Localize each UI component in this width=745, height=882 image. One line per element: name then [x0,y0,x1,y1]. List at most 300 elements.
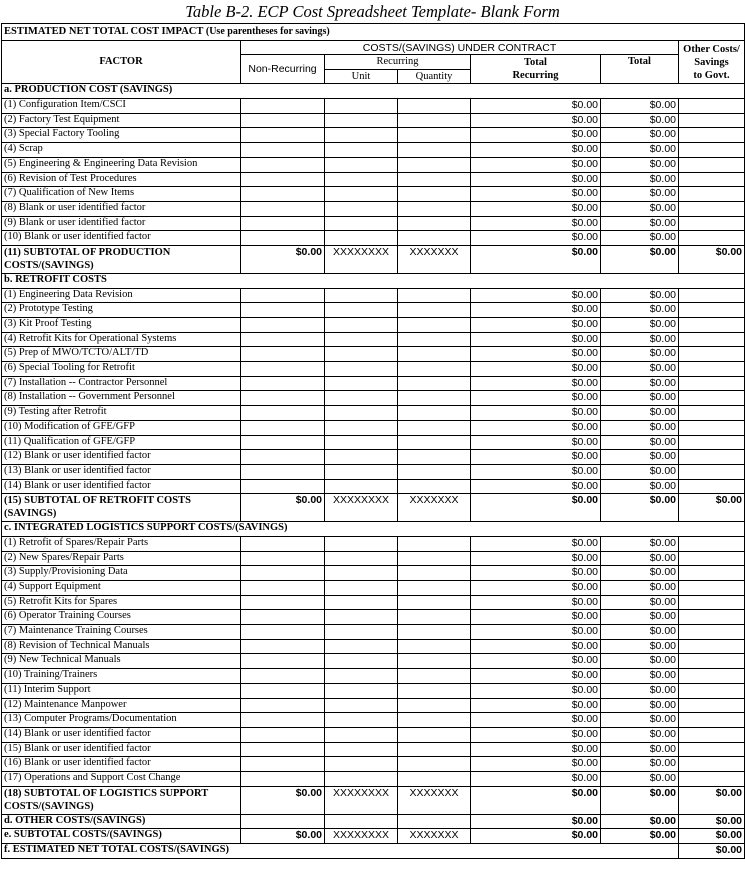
quantity-cell[interactable] [398,595,471,610]
total-recurring-cell: $0.00 [471,742,601,757]
unit-cell[interactable] [325,698,398,713]
total-recurring-cell: $0.00 [471,187,601,202]
other-costs-cell[interactable] [679,581,745,596]
subtotal-non-recurring: $0.00 [241,494,325,522]
unit-cell[interactable] [325,303,398,318]
factor-label: (13) Computer Programs/Documentation [2,713,241,728]
subtotal-other: $0.00 [679,786,745,814]
table-title-note: (Use parentheses for savings) [203,26,330,37]
other-costs-cell[interactable] [679,376,745,391]
quantity-cell[interactable] [398,479,471,494]
table-row [2,727,745,742]
total-cell: $0.00 [601,610,679,625]
quantity-cell[interactable] [398,654,471,669]
other-costs-cell[interactable] [679,391,745,406]
other-costs-cell[interactable] [679,303,745,318]
total-cell: $0.00 [601,362,679,377]
non-recurring-cell[interactable] [241,231,325,246]
quantity-cell[interactable] [398,406,471,421]
other-costs-cell[interactable] [679,639,745,654]
header-total-recurring [471,55,601,84]
unit-cell[interactable] [325,464,398,479]
total-cell: $0.00 [601,420,679,435]
factor-label: (4) Retrofit Kits for Operational Systems [2,332,241,347]
non-recurring-cell[interactable] [241,566,325,581]
total-recurring-cell: $0.00 [471,625,601,640]
other-costs-cell[interactable] [679,216,745,231]
total-cell: $0.00 [601,113,679,128]
section-title: a. PRODUCTION COST (SAVINGS) [2,84,745,99]
quantity-cell[interactable] [398,464,471,479]
other-costs-cell[interactable] [679,757,745,772]
factor-label: (10) Training/Trainers [2,669,241,684]
other-costs-cell[interactable] [679,610,745,625]
factor-label: (9) Blank or user identified factor [2,216,241,231]
subtotal-costs-other: $0.00 [679,829,745,844]
non-recurring-cell[interactable] [241,713,325,728]
quantity-cell[interactable] [398,318,471,333]
non-recurring-cell[interactable] [241,187,325,202]
table-row [2,216,745,231]
table-row [2,435,745,450]
factor-label: (5) Retrofit Kits for Spares [2,595,241,610]
total-cell: $0.00 [601,757,679,772]
total-recurring-cell: $0.00 [471,536,601,551]
unit-cell[interactable] [325,625,398,640]
total-recurring-cell: $0.00 [471,464,601,479]
other-costs-cell[interactable] [679,318,745,333]
non-recurring-cell[interactable] [241,742,325,757]
quantity-cell[interactable] [398,113,471,128]
table-row [2,566,745,581]
other-costs-cell[interactable] [679,727,745,742]
header-unit: Unit [325,69,398,84]
unit-cell[interactable] [325,536,398,551]
non-recurring-cell[interactable] [241,113,325,128]
table-row [2,581,745,596]
quantity-cell[interactable] [398,713,471,728]
subtotal-label: (11) SUBTOTAL OF PRODUCTION COSTS/(SAVINGS) [2,245,241,273]
other-costs-cell[interactable] [679,536,745,551]
total-cell: $0.00 [601,669,679,684]
other-costs-label: d. OTHER COSTS/(SAVINGS) [2,814,241,829]
quantity-cell[interactable] [398,288,471,303]
unit-cell[interactable] [325,391,398,406]
quantity-cell[interactable] [398,435,471,450]
total-recurring-cell: $0.00 [471,376,601,391]
quantity-cell[interactable] [398,551,471,566]
total-recurring-cell: $0.00 [471,420,601,435]
unit-cell[interactable] [325,201,398,216]
other-costs-cell[interactable] [679,435,745,450]
subtotal-row [2,786,745,814]
quantity-cell[interactable] [398,157,471,172]
table-row [2,654,745,669]
quantity-cell[interactable] [398,303,471,318]
unit-cell[interactable] [325,376,398,391]
non-recurring-cell[interactable] [241,727,325,742]
unit-cell[interactable] [325,435,398,450]
other-costs-cell[interactable] [679,157,745,172]
total-recurring-cell: $0.00 [471,771,601,786]
total-cell: $0.00 [601,654,679,669]
non-recurring-cell[interactable] [241,303,325,318]
factor-label: (11) Qualification of GFE/GFP [2,435,241,450]
quantity-cell[interactable] [398,771,471,786]
unit-cell[interactable] [325,157,398,172]
quantity-cell[interactable] [398,420,471,435]
header-non-recurring: Non-Recurring [241,55,325,84]
unit-cell[interactable] [325,231,398,246]
unit-cell[interactable] [325,713,398,728]
table-row [2,742,745,757]
header-recurring: Recurring [325,55,471,70]
other-costs-non-recurring[interactable] [241,814,325,829]
header-under-contract: COSTS/(SAVINGS) UNDER CONTRACT [241,41,679,55]
other-costs-other: $0.00 [679,814,745,829]
factor-label: (3) Kit Proof Testing [2,318,241,333]
unit-cell[interactable] [325,187,398,202]
table-row [2,479,745,494]
quantity-cell[interactable] [398,187,471,202]
quantity-cell[interactable] [398,742,471,757]
subtotal-total: $0.00 [601,245,679,273]
unit-cell[interactable] [325,450,398,465]
factor-label: (5) Engineering & Engineering Data Revision [2,157,241,172]
non-recurring-cell[interactable] [241,479,325,494]
factor-label: (1) Engineering Data Revision [2,288,241,303]
non-recurring-cell[interactable] [241,99,325,114]
unit-cell[interactable] [325,595,398,610]
unit-cell[interactable] [325,479,398,494]
unit-cell[interactable] [325,288,398,303]
non-recurring-cell[interactable] [241,391,325,406]
other-costs-cell[interactable] [679,201,745,216]
unit-cell[interactable] [325,742,398,757]
non-recurring-cell[interactable] [241,128,325,143]
non-recurring-cell[interactable] [241,654,325,669]
total-recurring-cell: $0.00 [471,757,601,772]
subtotal-total: $0.00 [601,494,679,522]
non-recurring-cell[interactable] [241,143,325,158]
factor-label: (17) Operations and Support Cost Change [2,771,241,786]
quantity-cell[interactable] [398,639,471,654]
unit-cell[interactable] [325,347,398,362]
unit-cell[interactable] [325,128,398,143]
quantity-cell[interactable] [398,347,471,362]
non-recurring-cell[interactable] [241,464,325,479]
unit-cell[interactable] [325,683,398,698]
factor-label: (9) New Technical Manuals [2,654,241,669]
unit-cell[interactable] [325,362,398,377]
non-recurring-cell[interactable] [241,347,325,362]
quantity-cell[interactable] [398,683,471,698]
subtotal-other: $0.00 [679,245,745,273]
other-costs-cell[interactable] [679,406,745,421]
non-recurring-cell[interactable] [241,625,325,640]
other-costs-cell[interactable] [679,771,745,786]
non-recurring-cell[interactable] [241,757,325,772]
total-recurring-cell: $0.00 [471,406,601,421]
other-costs-cell[interactable] [679,479,745,494]
non-recurring-cell[interactable] [241,450,325,465]
factor-label: (9) Testing after Retrofit [2,406,241,421]
total-cell: $0.00 [601,201,679,216]
non-recurring-cell[interactable] [241,536,325,551]
non-recurring-cell[interactable] [241,376,325,391]
other-costs-cell[interactable] [679,464,745,479]
unit-cell[interactable] [325,318,398,333]
non-recurring-cell[interactable] [241,698,325,713]
factor-label: (12) Maintenance Manpower [2,698,241,713]
other-costs-cell[interactable] [679,669,745,684]
quantity-cell[interactable] [398,99,471,114]
other-costs-cell[interactable] [679,683,745,698]
other-costs-cell[interactable] [679,595,745,610]
table-title [2,24,745,41]
table-row [2,464,745,479]
quantity-cell[interactable] [398,172,471,187]
unit-cell[interactable] [325,566,398,581]
subtotal-total: $0.00 [601,786,679,814]
table-row [2,683,745,698]
quantity-cell[interactable] [398,581,471,596]
unit-cell[interactable] [325,771,398,786]
other-costs-cell[interactable] [679,566,745,581]
factor-label: (3) Supply/Provisioning Data [2,566,241,581]
non-recurring-cell[interactable] [241,332,325,347]
non-recurring-cell[interactable] [241,362,325,377]
table-title-main: ESTIMATED NET TOTAL COST IMPACT [4,26,204,37]
unit-cell[interactable] [325,654,398,669]
total-recurring-cell: $0.00 [471,303,601,318]
non-recurring-cell[interactable] [241,420,325,435]
total-cell: $0.00 [601,639,679,654]
total-recurring-cell: $0.00 [471,172,601,187]
quantity-cell[interactable] [398,362,471,377]
unit-cell[interactable] [325,99,398,114]
quantity-cell[interactable] [398,536,471,551]
table-row [2,347,745,362]
table-row [2,536,745,551]
factor-label: (13) Blank or user identified factor [2,464,241,479]
total-cell: $0.00 [601,595,679,610]
total-cell: $0.00 [601,771,679,786]
other-costs-cell[interactable] [679,362,745,377]
total-cell: $0.00 [601,318,679,333]
quantity-cell[interactable] [398,698,471,713]
quantity-cell[interactable] [398,128,471,143]
net-total-label: f. ESTIMATED NET TOTAL COSTS/(SAVINGS) [2,844,679,859]
total-recurring-cell: $0.00 [471,669,601,684]
other-costs-cell[interactable] [679,347,745,362]
total-recurring-cell: $0.00 [471,639,601,654]
other-costs-total-recurring: $0.00 [471,814,601,829]
table-row [2,143,745,158]
total-recurring-cell: $0.00 [471,143,601,158]
quantity-cell[interactable] [398,669,471,684]
quantity-cell[interactable] [398,727,471,742]
total-cell: $0.00 [601,231,679,246]
table-row [2,318,745,333]
unit-cell[interactable] [325,551,398,566]
other-costs-cell[interactable] [679,128,745,143]
total-cell: $0.00 [601,698,679,713]
subtotal-total-recurring: $0.00 [471,786,601,814]
non-recurring-cell[interactable] [241,639,325,654]
total-recurring-cell: $0.00 [471,595,601,610]
table-row [2,698,745,713]
quantity-cell[interactable] [398,391,471,406]
factor-label: (2) New Spares/Repair Parts [2,551,241,566]
other-costs-cell[interactable] [679,332,745,347]
other-costs-total: $0.00 [601,814,679,829]
unit-cell[interactable] [325,727,398,742]
quantity-cell[interactable] [398,216,471,231]
table-row [2,625,745,640]
unit-cell[interactable] [325,639,398,654]
factor-label: (8) Installation -- Government Personnel [2,391,241,406]
other-costs-cell[interactable] [679,187,745,202]
unit-cell[interactable] [325,406,398,421]
quantity-cell[interactable] [398,201,471,216]
total-cell: $0.00 [601,435,679,450]
non-recurring-cell[interactable] [241,201,325,216]
total-cell: $0.00 [601,536,679,551]
other-costs-cell[interactable] [679,113,745,128]
factor-label: (1) Retrofit of Spares/Repair Parts [2,536,241,551]
other-costs-cell[interactable] [679,742,745,757]
quantity-cell[interactable] [398,625,471,640]
non-recurring-cell[interactable] [241,157,325,172]
header-other-costs [679,41,745,84]
non-recurring-cell[interactable] [241,610,325,625]
table-row [2,551,745,566]
non-recurring-cell[interactable] [241,288,325,303]
table-caption: Table B-2. ECP Cost Spreadsheet Template- Blank Form [185,2,560,21]
other-costs-cell[interactable] [679,143,745,158]
total-cell: $0.00 [601,99,679,114]
non-recurring-cell[interactable] [241,771,325,786]
other-costs-cell[interactable] [679,450,745,465]
subtotal-label: (18) SUBTOTAL OF LOGISTICS SUPPORT COSTS/(SAVINGS) [2,786,241,814]
non-recurring-cell[interactable] [241,669,325,684]
other-costs-cell[interactable] [679,172,745,187]
quantity-cell[interactable] [398,450,471,465]
subtotal-unit: XXXXXXXX [325,786,398,814]
subtotal-costs-label: e. SUBTOTAL COSTS/(SAVINGS) [2,829,241,844]
other-costs-quantity[interactable] [398,814,471,829]
unit-cell[interactable] [325,143,398,158]
table-row [2,610,745,625]
unit-cell[interactable] [325,420,398,435]
total-cell: $0.00 [601,450,679,465]
quantity-cell[interactable] [398,231,471,246]
total-cell: $0.00 [601,581,679,596]
factor-label: (7) Maintenance Training Courses [2,625,241,640]
table-row [2,450,745,465]
total-recurring-cell: $0.00 [471,231,601,246]
total-cell: $0.00 [601,683,679,698]
quantity-cell[interactable] [398,332,471,347]
table-row [2,332,745,347]
table-row [2,362,745,377]
other-costs-cell[interactable] [679,288,745,303]
unit-cell[interactable] [325,581,398,596]
non-recurring-cell[interactable] [241,551,325,566]
total-recurring-cell: $0.00 [471,551,601,566]
quantity-cell[interactable] [398,757,471,772]
factor-label: (3) Special Factory Tooling [2,128,241,143]
non-recurring-cell[interactable] [241,581,325,596]
subtotal-non-recurring: $0.00 [241,245,325,273]
factor-label: (2) Factory Test Equipment [2,113,241,128]
other-costs-cell[interactable] [679,420,745,435]
non-recurring-cell[interactable] [241,406,325,421]
other-costs-unit[interactable] [325,814,398,829]
non-recurring-cell[interactable] [241,595,325,610]
unit-cell[interactable] [325,669,398,684]
unit-cell[interactable] [325,172,398,187]
unit-cell[interactable] [325,757,398,772]
subtotal-costs-total-recurring: $0.00 [471,829,601,844]
quantity-cell[interactable] [398,376,471,391]
unit-cell[interactable] [325,332,398,347]
other-costs-cell[interactable] [679,698,745,713]
total-recurring-cell: $0.00 [471,566,601,581]
total-cell: $0.00 [601,742,679,757]
other-costs-cell[interactable] [679,231,745,246]
total-recurring-cell: $0.00 [471,347,601,362]
total-recurring-cell: $0.00 [471,128,601,143]
factor-label: (2) Prototype Testing [2,303,241,318]
table-row [2,288,745,303]
total-cell: $0.00 [601,464,679,479]
non-recurring-cell[interactable] [241,216,325,231]
table-row [2,376,745,391]
ecp-cost-table [1,23,745,859]
non-recurring-cell[interactable] [241,172,325,187]
factor-label: (5) Prep of MWO/TCTO/ALT/TD [2,347,241,362]
non-recurring-cell[interactable] [241,435,325,450]
non-recurring-cell[interactable] [241,683,325,698]
other-costs-cell[interactable] [679,654,745,669]
factor-label: (10) Blank or user identified factor [2,231,241,246]
subtotal-costs-non-recurring: $0.00 [241,829,325,844]
table-row [2,99,745,114]
subtotal-quantity: XXXXXXX [398,494,471,522]
other-costs-cell[interactable] [679,625,745,640]
total-cell: $0.00 [601,625,679,640]
unit-cell[interactable] [325,610,398,625]
factor-label: (6) Revision of Test Procedures [2,172,241,187]
table-row [2,187,745,202]
other-costs-cell[interactable] [679,551,745,566]
table-row [2,231,745,246]
unit-cell[interactable] [325,216,398,231]
other-costs-cell[interactable] [679,99,745,114]
quantity-cell[interactable] [398,566,471,581]
other-costs-cell[interactable] [679,713,745,728]
total-cell: $0.00 [601,727,679,742]
unit-cell[interactable] [325,113,398,128]
table-row [2,771,745,786]
table-row [2,406,745,421]
total-recurring-cell: $0.00 [471,698,601,713]
quantity-cell[interactable] [398,610,471,625]
non-recurring-cell[interactable] [241,318,325,333]
quantity-cell[interactable] [398,143,471,158]
